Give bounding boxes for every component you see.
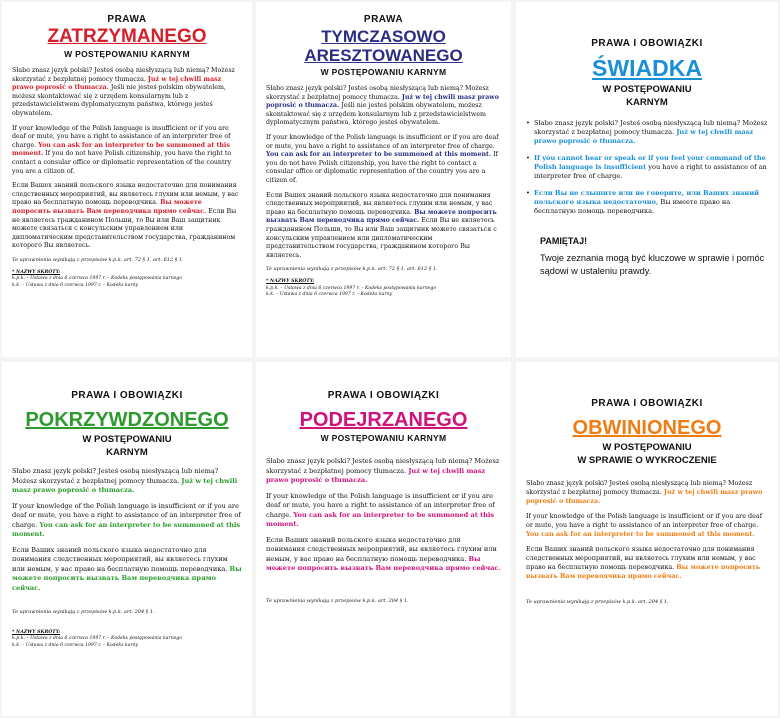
panel-kicker: PRAWA bbox=[363, 14, 404, 25]
panel-title: OBWINIONEGO bbox=[572, 417, 722, 439]
bullet-russian: • Если Вы не слышите или не говорите, или Ваших знаний польского языка недостаточно, Вы имеете право на бесплатную помощь переводчика. bbox=[534, 189, 768, 216]
panel-subtitle: W POSTĘPOWANIU KARNYM bbox=[320, 433, 447, 443]
legal-basis: Te uprawnienia wynikają z przepisów k.p.k. art. 72 § 1, art. 612 § 1. bbox=[12, 256, 184, 263]
russian-paragraph: Если Ваших знаний польского языка недостаточно для понимания следственных мероприятий, вы являетесь глухим или немым, у вас право на бесплатную помощь переводчика. Вы можете попросить вызвать Вам переводчика прямо сейчас. bbox=[526, 545, 761, 580]
russian-paragraph: Если Ваших знаний польского языка недостаточно для понимания следственных мероприятий, вы являетесь глухим или немым, у вас право на бесплатную помощь переводчика. Вы можете попросить вызвать Вам переводчика прямо сейчас. bbox=[12, 545, 242, 592]
panel-subtitle-line1: W POSTĘPOWANIU bbox=[602, 442, 692, 453]
panel-body bbox=[266, 85, 501, 260]
panel-title: TYMCZASOWO ARESZTOWANEGO bbox=[304, 27, 463, 65]
leaflet-swiadka bbox=[516, 2, 778, 357]
panel-subtitle-line2: W SPRAWIE O WYKROCZENIE bbox=[577, 455, 717, 466]
english-paragraph: If your knowledge of the Polish language is insufficient or if you are deaf or mute, you have a right to assistance of an interpreter free of charge. You can ask for an interpreter to be summoned at this moment. bbox=[266, 491, 495, 528]
polish-paragraph: Słabo znasz język polski? Jesteś osobą niesłyszącą lub niemą? Możesz skorzystać z bezpłatnej pomocy tłumacza. Już w tej chwili masz prawo poprosić o tłumacza. bbox=[266, 457, 500, 484]
panel-subtitle-line2: KARNYM bbox=[626, 97, 668, 108]
panel-title: POKRZYWDZONEGO bbox=[25, 409, 229, 431]
remember-heading: PAMIĘTAJ! bbox=[540, 236, 588, 246]
remember-text: Twoje zeznania mogą być kluczowe w sprawie i pomóc sądowi w ustaleniu prawdy. bbox=[540, 253, 765, 276]
panel-body bbox=[12, 67, 242, 251]
panel-subtitle-line1: W POSTĘPOWANIU bbox=[82, 434, 172, 445]
leaflet-pokrzywdzonego bbox=[2, 362, 252, 716]
legal-basis: Te uprawnienia wynikają z przepisów k.p.k. art. 204 § 1. bbox=[526, 599, 669, 605]
english-paragraph: If your knowledge of the Polish language is insufficient or if you are deaf or mute, you have a right to assistance of an interpreter free of charge. You can ask for an interpreter to be summoned at this moment. bbox=[12, 501, 241, 538]
polish-paragraph: Słabo znasz język polski? Jesteś osobą niesłyszącą lub niemą? Możesz skorzystać z bezpłatnej pomocy tłumacza. Już w tej chwili masz prawo poprosić o tłumacza. bbox=[526, 479, 763, 505]
panel-title: ŚWIADKA bbox=[592, 55, 702, 81]
legal-basis: Te uprawnienia wynikają z przepisów k.p.k. art. 72 § 1, art. 612 § 1. bbox=[266, 266, 438, 273]
panel-kicker: PRAWA I OBOWIĄZKI bbox=[327, 390, 440, 401]
bullet-polish: • Słabo znasz język polski? Jesteś osobą niesłyszącą lub niemą? Możesz skorzystać z bezpłatnej pomocy tłumacza. Już w tej chwili masz prawo poprosić o tłumacza. bbox=[534, 119, 768, 146]
english-paragraph: If your knowledge of the Polish language is insufficient or if you are deaf or mute, you have a right to assistance of an interpreter free of charge. You can ask for an interpreter to be summoned at this moment. If you do not have Polish citizenship, you have the right to contact a consular office or diplomatic representation of the country you are a citizen of. bbox=[12, 124, 232, 175]
panel-body bbox=[526, 119, 768, 216]
legal-basis: Te uprawnienia wynikają z przepisów k.p.k. art. 204 § 1. bbox=[266, 597, 409, 604]
polish-paragraph: Słabo znasz język polski? Jesteś osobą niesłyszącą lub niemą? Możesz skorzystać z bezpłatnej pomocy tłumacza. Już w tej chwili masz prawo poprosić o tłumacza. bbox=[12, 467, 238, 494]
leaflet-zatrzymanego bbox=[2, 2, 252, 357]
abbreviations: * NAZWY SKRÓTY: k.p.k. – Ustawa z dnia 6 czerwca 1997 r. – Kodeks postępowania karnego k.k. – Ustawa z dnia 6 czerwca 1997 r. – Kodeks karny bbox=[12, 630, 183, 648]
leaflet-podejrzanego bbox=[256, 362, 511, 716]
english-paragraph: If your knowledge of the Polish language is insufficient or if you are deaf or mute, you have a right to assistance of an interpreter free of charge. You can ask for an interpreter to be summoned at this moment. If you do not have Polish citizenship, you have the right to contact a consular office or diplomatic representation of the country you are a citizen of. bbox=[266, 133, 499, 184]
panel-title: ZATRZYMANEGO bbox=[47, 26, 207, 47]
panel-body bbox=[12, 467, 242, 593]
polish-paragraph: Słabo znasz język polski? Jesteś osobą niesłyszącą lub niemą? Możesz skorzystać z bezpłatnej pomocy tłumacza. Już w tej chwili masz prawo poprosić o tłumacza. Jeśli nie jesteś polskim obywatelem, możesz skontaktować się z urzędem konsularnym lub z przedstawicielstwem dyplomatycznym państwa, którego jesteś obywatelem. bbox=[12, 67, 235, 117]
leaflet-tymczasowo-aresztowanego bbox=[256, 2, 511, 357]
panel-subtitle-line1: W POSTĘPOWANIU bbox=[602, 84, 692, 95]
russian-paragraph: Если Ваших знаний польского языка недостаточно для понимания следственных мероприятий, вы являетесь глухим или немым, у вас право на бесплатную помощь переводчика. Вы можете попросить вызвать Вам переводчика прямо сейчас. bbox=[266, 535, 501, 572]
panel-kicker: PRAWA I OBOWIĄZKI bbox=[591, 38, 703, 49]
panel-body bbox=[266, 457, 501, 574]
bullet-english: • If you cannot hear or speak or if you feel your command of the Polish language is insufficient you have a right to assistance of an interpreter free of charge. bbox=[534, 154, 768, 181]
english-paragraph: If your knowledge of the Polish language is insufficient or if you are deaf or mute, you have a right to assistance of an interpreter free of charge. You can ask for an interpreter to be summoned at this moment. bbox=[526, 512, 763, 538]
leaflet-obwinionego bbox=[516, 362, 778, 716]
legal-basis: Te uprawnienia wynikają z przepisów k.p.k. art. 204 § 1. bbox=[12, 609, 155, 615]
russian-paragraph: Если Вашех знаний польского языка недостаточно для понимания следственных мероприятий, вы являетесь глухим или немым, у вас право на бесплатную помощь переводчика. Вы можете попросить вызвать Вам переводчика прямо сейчас. Если Вы не являетесь гражданином Польши, то Вы или Ваш защитник можете связаться с консульским управлением или дипломатическим представительством государства, гражданином которого Вы являетесь. bbox=[12, 182, 239, 250]
russian-paragraph: Если Вашех знаний польского языка недостаточно для понимания следственных мероприятий, вы являетесь глухим или немым, у вас право на бесплатную помощь переводчика. Вы можете попросить вызвать Вам переводчика прямо сейчас. Если Вы не являетесь гражданином Польши, то Вы или Ваш защитник можете связаться с консульским управлением или дипломатическим представительством государства, гражданином которого Вы являетесь. bbox=[266, 191, 497, 259]
abbreviations: * NAZWY SKRÓTY: k.p.k. – Ustawa z dnia 6 czerwca 1997 r. – Kodeks postępowania karnego k.k. – Ustawa z dnia 6 czerwca 1997 r. – Kodeks karny bbox=[266, 279, 437, 298]
panel-subtitle: W POSTĘPOWANIU KARNYM bbox=[64, 49, 190, 59]
panel-title: PODEJRZANEGO bbox=[299, 409, 468, 431]
panel-subtitle-line2: KARNYM bbox=[106, 447, 148, 458]
panel-kicker: PRAWA I OBOWIĄZKI bbox=[591, 398, 703, 409]
polish-paragraph: Słabo znasz język polski? Jesteś osobą niesłyszącą lub niemą? Możesz skorzystać z bezpłatnej pomocy tłumacza. Już w tej chwili masz prawo poprosić o tłumacza. Jeśli nie jesteś polskim obywatelem, możesz skontaktować się z urzędem konsularnym lub z przedstawicielstwem dyplomatycznym państwa, którego jesteś obywatelem. bbox=[266, 85, 499, 127]
abbreviations: * NAZWY SKRÓTY: k.p.k. – Ustawa z dnia 6 czerwca 1997 r. – Kodeks postępowania karnego k.k. – Ustawa z dnia 6 czerwca 1997 r. – Kodeks karny bbox=[12, 269, 183, 288]
panel-kicker: PRAWA bbox=[107, 14, 147, 25]
panel-kicker: PRAWA I OBOWIĄZKI bbox=[71, 390, 183, 401]
panel-subtitle: W POSTĘPOWANIU KARNYM bbox=[320, 67, 447, 77]
panel-body bbox=[526, 479, 768, 581]
